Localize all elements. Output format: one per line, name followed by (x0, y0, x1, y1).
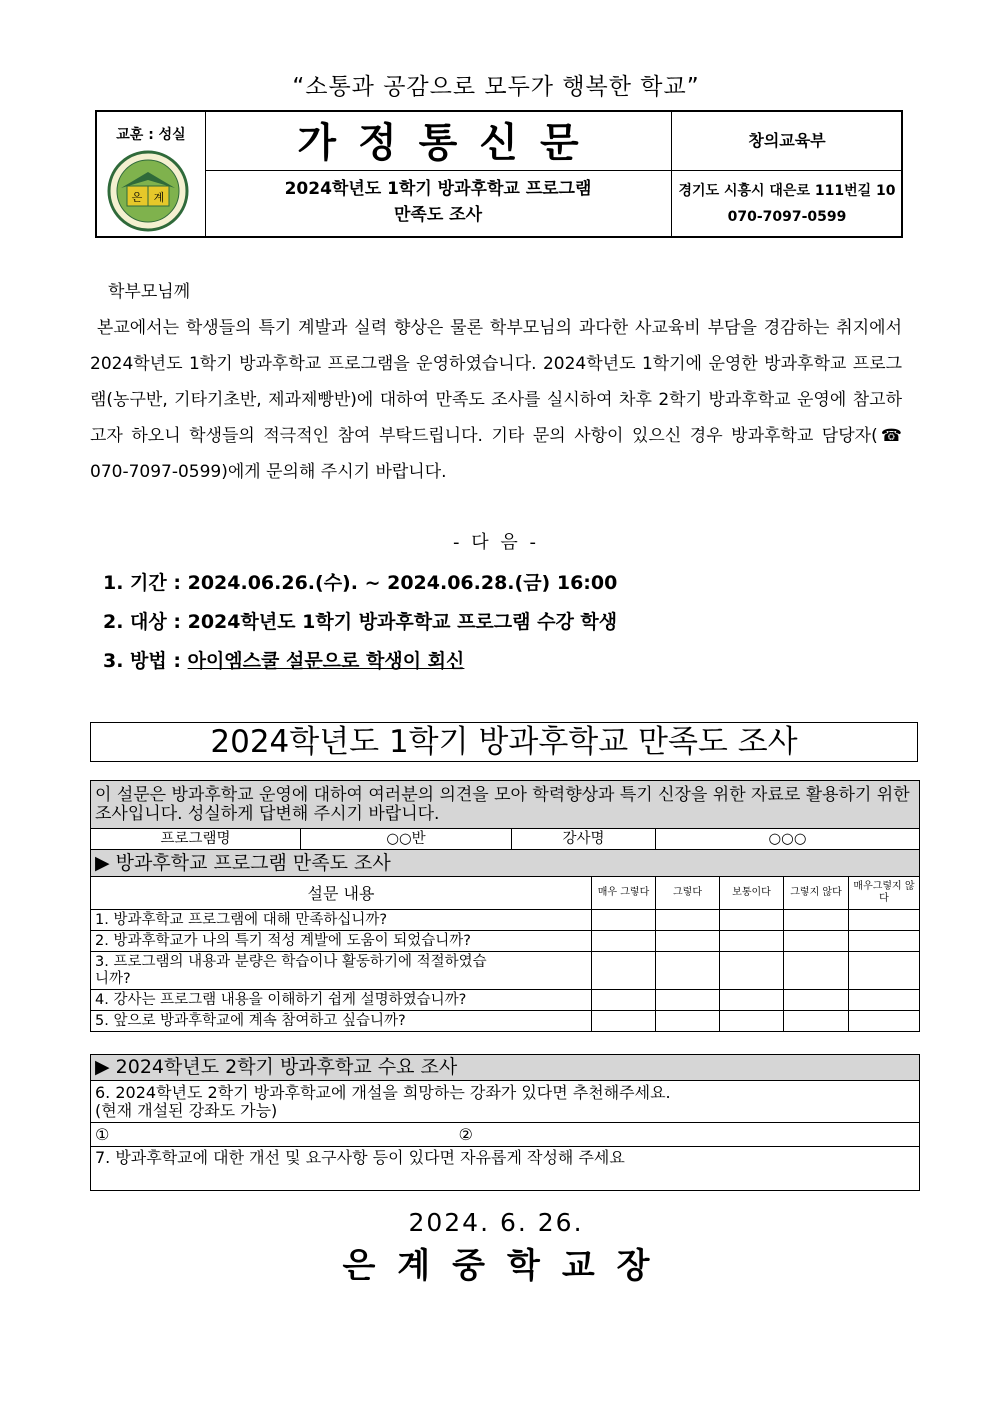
school-logo-icon (107, 150, 189, 232)
answer-cell[interactable] (592, 1011, 656, 1032)
question-5: 5. 앞으로 방과후학교에 계속 참여하고 싶습니까? (91, 1011, 592, 1032)
answer-cell[interactable] (784, 910, 849, 931)
newsletter-title: 가정통신문 (297, 120, 601, 166)
answer-cell[interactable] (784, 931, 849, 952)
scale-neutral: 보통이다 (720, 877, 784, 910)
answer-cell[interactable] (720, 990, 784, 1011)
answer-cell[interactable] (720, 1011, 784, 1032)
info-item-method: 3. 방법 : 아이엠스쿨 설문으로 학생이 회신 (103, 650, 465, 672)
school-address: 경기도 시흥시 대은로 111번길 10 070-7097-0599 (678, 183, 896, 225)
next-heading: - 다 음 - (453, 532, 539, 553)
scale-disagree: 그렇지 않다 (784, 877, 849, 910)
answer-cell[interactable] (592, 990, 656, 1011)
answer-cell[interactable] (592, 931, 656, 952)
choice-1-field[interactable]: ① (91, 1123, 455, 1147)
answer-cell[interactable] (592, 910, 656, 931)
answer-cell[interactable] (656, 1011, 720, 1032)
answer-cell[interactable] (784, 990, 849, 1011)
answer-cell[interactable] (592, 952, 656, 990)
answer-cell[interactable] (849, 952, 920, 990)
answer-cell[interactable] (720, 931, 784, 952)
info-item-period: 1. 기간 : 2024.06.26.(수). ~ 2024.06.28.(금) 16:00 (103, 572, 618, 594)
program-label: 프로그램명 (91, 829, 301, 850)
department: 창의교육부 (748, 131, 826, 150)
school-principal: 은계중학교장 (342, 1246, 672, 1286)
section-satisfaction: ▶ 방과후학교 프로그램 만족도 조사 (91, 850, 920, 877)
greeting: 학부모님께 (108, 282, 191, 302)
answer-cell[interactable] (656, 952, 720, 990)
motto-label: 교훈 : 성실 (116, 127, 186, 143)
scale-agree: 그렇다 (656, 877, 720, 910)
answer-cell[interactable] (849, 910, 920, 931)
program-value: ○○반 (301, 829, 512, 850)
answer-cell[interactable] (656, 990, 720, 1011)
letter-body: 본교에서는 학생들의 특기 계발과 실력 향상은 물론 학부모님의 과다한 사교육비 부담을 경감하는 취지에서 2024학년도 1학기 방과후학교 프로그램을 운영하였습니다. 2024학년도 1학기에 운영한 방과후학교 프로그램(농구반, 기타기초반, 제과제빵반)에 대하여 만족도 조사를 실시하여 차후 2학기 방과후학교 운영에 참고하고자 하오니 학생들의 적극적인 참여 부탁드립니다. 기타 문의 사항이 있으신 경우 방과후학교 담당자(☎ 070-7097-0599)에게 문의해 주시기 바랍니다. (90, 318, 902, 482)
question-6: 6. 2024학년도 2학기 방과후학교에 개설을 희망하는 강좌가 있다면 추천해주세요. (현재 개설된 강좌도 가능) (91, 1081, 920, 1123)
school-motto: “소통과 공감으로 모두가 행복한 학교” (292, 74, 700, 100)
scale-very-agree: 매우 그렇다 (592, 877, 656, 910)
survey-intro: 이 설문은 방과후학교 운영에 대하여 여러분의 의견을 모아 학력향상과 특기 신장을 위한 자료로 활용하기 위한 조사입니다. 성실하게 답변해 주시기 바랍니다. (91, 781, 920, 829)
question-3: 3. 프로그램의 내용과 분량은 학습이나 활동하기에 적절하였습니까? (91, 952, 592, 990)
answer-cell[interactable] (849, 990, 920, 1011)
answer-cell[interactable] (720, 952, 784, 990)
answer-cell[interactable] (720, 910, 784, 931)
question-2: 2. 방과후학교가 나의 특기 적성 계발에 도움이 되었습니까? (91, 931, 592, 952)
choice-2-field[interactable]: ② (455, 1123, 920, 1147)
teacher-label: 강사명 (512, 829, 656, 850)
answer-cell[interactable] (656, 931, 720, 952)
teacher-value: ○○○ (656, 829, 920, 850)
question-4: 4. 강사는 프로그램 내용을 이해하기 쉽게 설명하였습니까? (91, 990, 592, 1011)
info-item-target: 2. 대상 : 2024학년도 1학기 방과후학교 프로그램 수강 학생 (103, 611, 618, 633)
question-header: 설문 내용 (91, 877, 592, 910)
satisfaction-table (90, 780, 920, 1032)
answer-cell[interactable] (784, 952, 849, 990)
question-1: 1. 방과후학교 프로그램에 대해 만족하십니까? (91, 910, 592, 931)
newsletter-subtitle: 2024학년도 1학기 방과후학교 프로그램 만족도 조사 (284, 179, 592, 225)
answer-cell[interactable] (656, 910, 720, 931)
answer-cell[interactable] (849, 931, 920, 952)
logo-char-left: 은 (131, 191, 143, 204)
survey-title: 2024학년도 1학기 방과후학교 만족도 조사 (90, 722, 918, 762)
logo-char-right: 계 (153, 191, 165, 204)
newsletter-header (95, 110, 903, 238)
demand-table (90, 1054, 920, 1191)
question-7-field[interactable]: 7. 방과후학교에 대한 개선 및 요구사항 등이 있다면 자유롭게 작성해 주세요 (91, 1147, 920, 1191)
answer-cell[interactable] (849, 1011, 920, 1032)
issue-date: 2024. 6. 26. (408, 1208, 584, 1237)
scale-very-disagree: 매우그렇지 않다 (849, 877, 920, 910)
section-demand: ▶ 2024학년도 2학기 방과후학교 수요 조사 (91, 1055, 920, 1081)
answer-cell[interactable] (784, 1011, 849, 1032)
